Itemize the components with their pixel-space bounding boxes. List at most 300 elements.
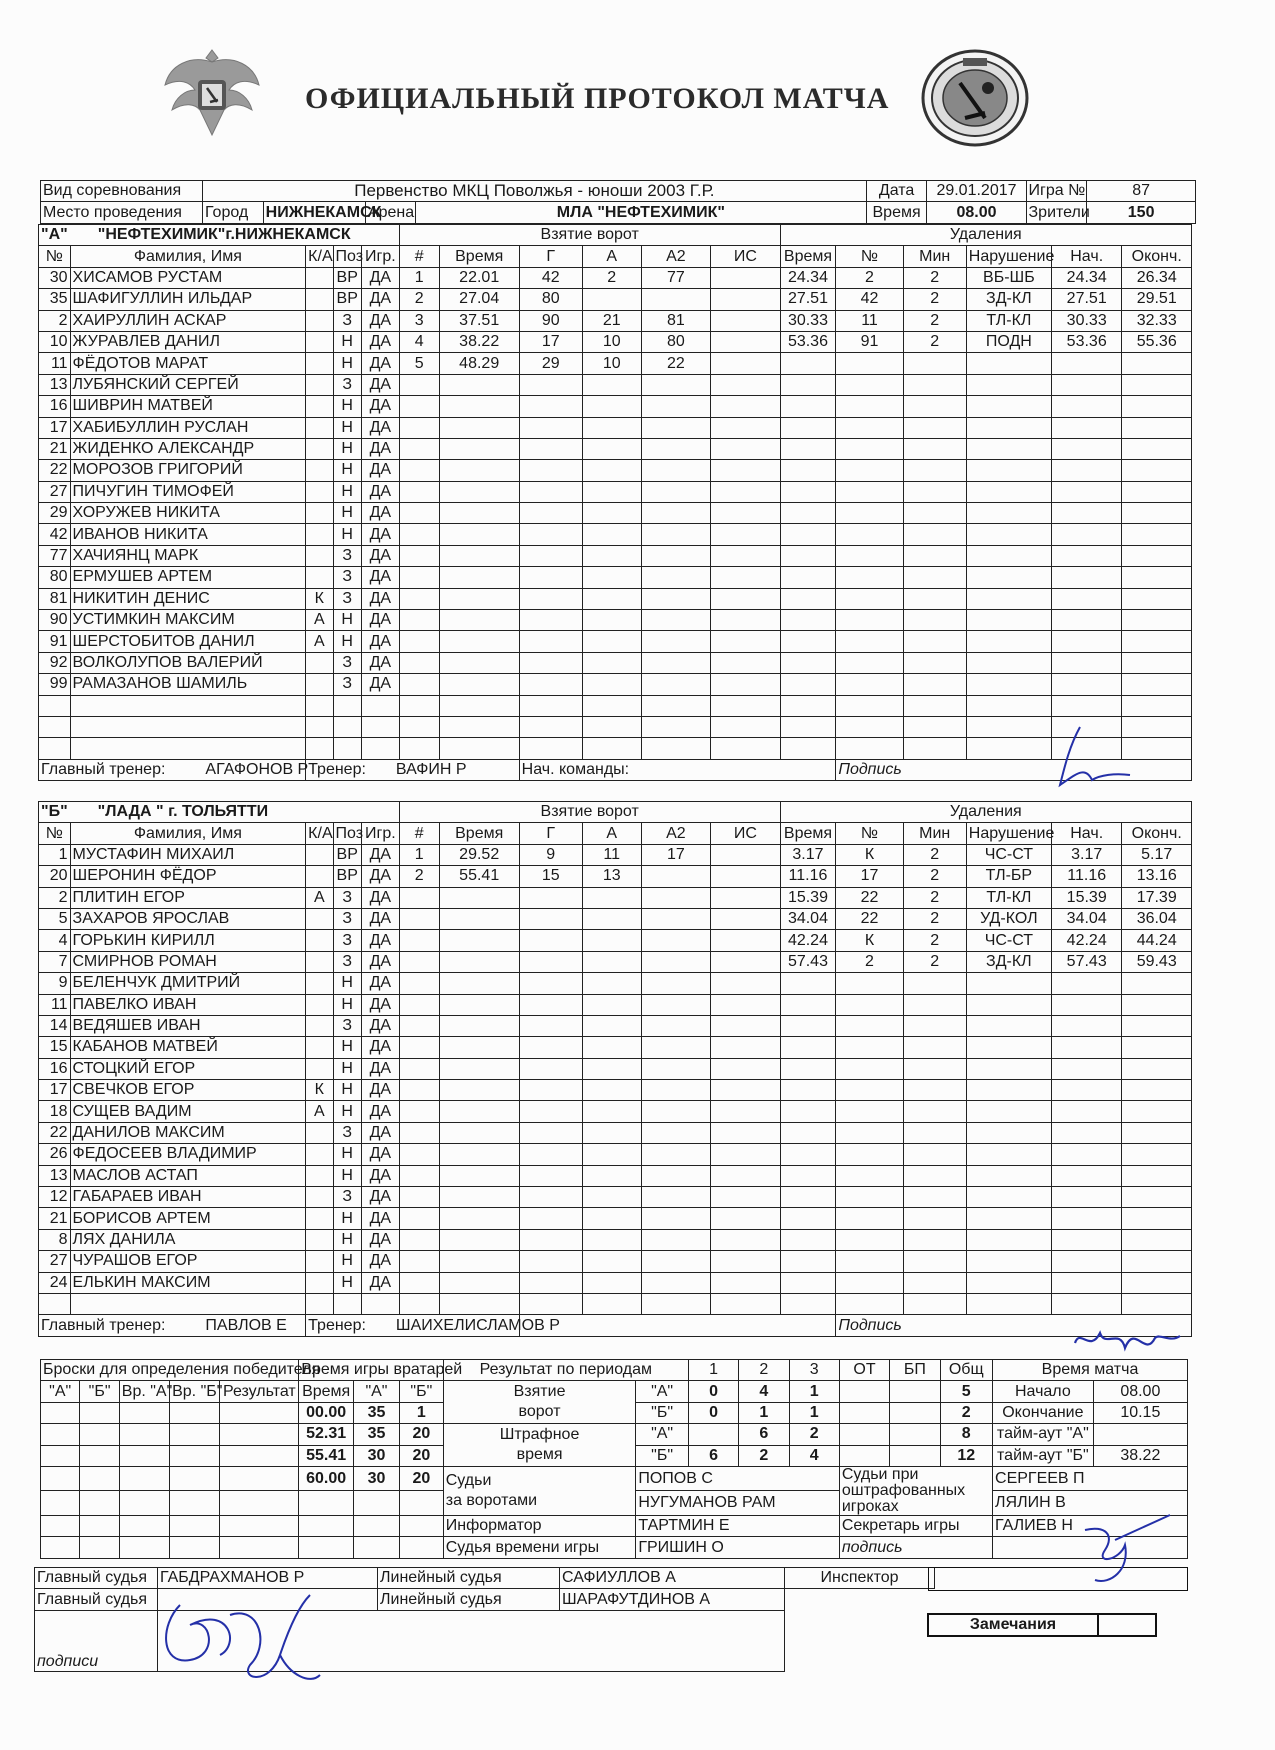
player-name: ПАВЕЛКО ИВАН: [70, 994, 306, 1015]
player-row: [39, 310, 1192, 331]
col-pen-min: Мин: [903, 823, 966, 844]
goal-is: [711, 289, 780, 310]
penalty-player: [836, 695, 903, 716]
player-name: СУЩЕВ ВАДИМ: [70, 1101, 306, 1122]
goal-assist-1: [582, 588, 641, 609]
penalty-time: [780, 353, 836, 374]
player-position: Н: [333, 524, 361, 545]
goals-label-2: ворот: [518, 1403, 561, 1421]
goal-assist-1: [582, 652, 641, 673]
player-name: НИКИТИН ДЕНИС: [70, 588, 306, 609]
player-captaincy: А: [306, 1101, 333, 1122]
goal-assist-2: 17: [641, 844, 710, 865]
penalty-start: [1051, 994, 1121, 1015]
coach-row: [306, 1315, 560, 1336]
penalty-infraction: ТЛ-БР: [966, 866, 1051, 887]
goal-scorer: 90: [519, 310, 582, 331]
player-position: [333, 738, 361, 759]
player-number: 16: [39, 396, 71, 417]
goal-assist-1: [582, 1293, 641, 1314]
player-number: 11: [39, 994, 71, 1015]
col-goal-no: #: [399, 246, 439, 267]
penalty-minutes: [903, 738, 966, 759]
linesman-label-2: Линейный судья: [378, 1589, 560, 1610]
col-goal-scorer: Г: [519, 823, 582, 844]
end-label: Окончание: [993, 1402, 1094, 1423]
player-position: Н: [333, 973, 361, 994]
referee-label-2: Главный судья: [35, 1589, 158, 1610]
player-captaincy: [306, 396, 333, 417]
goal-assist-1: [582, 1101, 641, 1122]
player-played: [361, 1293, 399, 1314]
penalty-infraction: [966, 1058, 1051, 1079]
penalty-player: [836, 524, 903, 545]
player-row: [39, 353, 1192, 374]
goal-scorer: [519, 610, 582, 631]
player-captaincy: К: [306, 588, 333, 609]
goal-assist-2: [641, 545, 710, 566]
col-goal-a1: А: [582, 246, 641, 267]
col-pen-end: Оконч.: [1122, 823, 1192, 844]
penalty-player: [836, 588, 903, 609]
goal-time: 38.22: [439, 331, 519, 352]
penalty-start: [1051, 588, 1121, 609]
period-col-ot: ОТ: [839, 1360, 889, 1381]
game-no-value: 87: [1087, 181, 1196, 202]
goal-assist-1: [582, 1187, 641, 1208]
penalty-infraction: УД-КОЛ: [966, 908, 1051, 929]
goal-is: [711, 1229, 780, 1250]
penalty-time: 3.17: [780, 844, 836, 865]
penalty-start: [1051, 1058, 1121, 1079]
goal-is: [711, 1293, 780, 1314]
penalty-end: [1122, 1122, 1192, 1143]
penalty-end: [1122, 1187, 1192, 1208]
penalty-infraction: [966, 1272, 1051, 1293]
player-name: ХИСАМОВ РУСТАМ: [70, 267, 306, 288]
goal-is: [711, 503, 780, 524]
penalty-end: [1122, 1272, 1192, 1293]
goal-time: [439, 524, 519, 545]
gk-row-3-time: 55.41: [299, 1445, 354, 1466]
player-played: ДА: [361, 1101, 399, 1122]
player-number: 35: [39, 289, 71, 310]
goal-is: [711, 994, 780, 1015]
informer-label: Информатор: [443, 1515, 636, 1536]
penalty-start: 3.17: [1051, 844, 1121, 865]
col-pen-start: Нач.: [1051, 246, 1121, 267]
penalty-minutes: 2: [903, 844, 966, 865]
player-row: [39, 716, 1192, 737]
shootout-col-time-a: Вр. "А": [119, 1381, 169, 1402]
goal-time: [439, 1293, 519, 1314]
gk-col-a: "А": [354, 1381, 400, 1402]
player-position: Н: [333, 1144, 361, 1165]
player-captaincy: [306, 1293, 333, 1314]
goals-b-ot: [839, 1402, 889, 1423]
game-no-label: Игра №: [1026, 181, 1087, 202]
goal-time: [439, 1015, 519, 1036]
goal-assist-2: [641, 1165, 710, 1186]
player-number: 27: [39, 1251, 71, 1272]
penalty-time: 53.36: [780, 331, 836, 352]
player-row: [39, 1144, 1192, 1165]
penalty-time: 15.39: [780, 887, 836, 908]
penalty-player: [836, 738, 903, 759]
player-name: ШЕРСТОБИТОВ ДАНИЛ: [70, 631, 306, 652]
penalty-time: [780, 524, 836, 545]
player-position: Н: [333, 438, 361, 459]
coach-row: [306, 759, 520, 780]
penalty-player: [836, 1272, 903, 1293]
player-position: З: [333, 1015, 361, 1036]
goal-time: [439, 1165, 519, 1186]
summary-table: [40, 1359, 1188, 1559]
goals-a-ot: [839, 1381, 889, 1402]
col-goal-no: #: [399, 823, 439, 844]
player-row: [39, 1187, 1192, 1208]
gk-row-3-a: 30: [354, 1445, 400, 1466]
penalty-minutes: [903, 1165, 966, 1186]
player-played: ДА: [361, 994, 399, 1015]
shootout-col-result: Результат: [220, 1381, 299, 1402]
penalty-end: [1122, 1165, 1192, 1186]
goal-assist-2: [641, 396, 710, 417]
player-played: ДА: [361, 588, 399, 609]
penalty-start: 34.04: [1051, 908, 1121, 929]
goal-number: [399, 1122, 439, 1143]
player-position: ВР: [333, 267, 361, 288]
goal-assist-2: [641, 1251, 710, 1272]
goal-time: [439, 438, 519, 459]
goal-scorer: [519, 1144, 582, 1165]
pim-row-a-label: "А": [636, 1424, 689, 1445]
goal-assist-2: [641, 738, 710, 759]
penalty-start: [1051, 1187, 1121, 1208]
player-played: ДА: [361, 631, 399, 652]
player-number: 2: [39, 310, 71, 331]
player-played: [361, 695, 399, 716]
goal-number: 4: [399, 331, 439, 352]
player-row: [39, 567, 1192, 588]
player-position: Н: [333, 1272, 361, 1293]
goal-is: [711, 524, 780, 545]
player-played: ДА: [361, 289, 399, 310]
pim-label-2: время: [516, 1446, 563, 1464]
goal-is: [711, 930, 780, 951]
signature-secretary-icon: [1075, 1510, 1175, 1590]
col-goal-a2: А2: [641, 246, 710, 267]
penalty-start: [1051, 1272, 1121, 1293]
penalty-time: [780, 545, 836, 566]
penalty-start: [1051, 417, 1121, 438]
penalty-player: [836, 1144, 903, 1165]
player-name: [70, 1293, 306, 1314]
player-row: [39, 908, 1192, 929]
player-captaincy: [306, 1122, 333, 1143]
goal-number: [399, 1144, 439, 1165]
player-captaincy: [306, 1229, 333, 1250]
goal-assist-1: [582, 674, 641, 695]
player-position: Н: [333, 353, 361, 374]
player-played: ДА: [361, 1165, 399, 1186]
penalty-infraction: [966, 738, 1051, 759]
player-captaincy: [306, 973, 333, 994]
player-row: [39, 460, 1192, 481]
goal-assist-1: [582, 524, 641, 545]
player-captaincy: [306, 652, 333, 673]
penalty-start: [1051, 545, 1121, 566]
penalty-player: 11: [836, 310, 903, 331]
start-value: 08.00: [1093, 1381, 1187, 1402]
goal-is: [711, 267, 780, 288]
player-row: [39, 1101, 1192, 1122]
pim-a-total: 8: [940, 1424, 993, 1445]
goal-assist-1: [582, 716, 641, 737]
player-played: ДА: [361, 866, 399, 887]
col-played: Игр.: [361, 823, 399, 844]
player-played: ДА: [361, 930, 399, 951]
player-row: [39, 738, 1192, 759]
goal-assist-1: [582, 930, 641, 951]
player-row: [39, 1229, 1192, 1250]
goals-b-total: 2: [940, 1402, 993, 1423]
penalty-minutes: [903, 674, 966, 695]
venue-label: Место проведения: [41, 202, 203, 223]
player-position: Н: [333, 396, 361, 417]
player-played: ДА: [361, 310, 399, 331]
goal-is: [711, 1208, 780, 1229]
goal-judges-label-1: Судьи: [445, 1471, 492, 1489]
player-position: Н: [333, 631, 361, 652]
goal-is: [711, 844, 780, 865]
goal-time: [439, 973, 519, 994]
goal-assist-2: 80: [641, 331, 710, 352]
periods-title: Результат по периодам: [443, 1360, 688, 1381]
goal-time: [439, 588, 519, 609]
player-played: ДА: [361, 524, 399, 545]
col-goal-is: ИС: [711, 823, 780, 844]
goal-time: [439, 930, 519, 951]
player-captaincy: [306, 1251, 333, 1272]
penalty-time: [780, 1058, 836, 1079]
goal-number: [399, 695, 439, 716]
goal-number: [399, 1187, 439, 1208]
end-value: 10.15: [1093, 1402, 1187, 1423]
penalty-time: [780, 994, 836, 1015]
col-played: Игр.: [361, 246, 399, 267]
goal-is: [711, 1122, 780, 1143]
player-captaincy: [306, 567, 333, 588]
goal-assist-1: [582, 1144, 641, 1165]
penalty-start: [1051, 1165, 1121, 1186]
goal-scorer: [519, 695, 582, 716]
player-number: 30: [39, 267, 71, 288]
player-number: 29: [39, 503, 71, 524]
goal-time: [439, 695, 519, 716]
player-played: ДА: [361, 438, 399, 459]
goal-assist-2: [641, 524, 710, 545]
goal-scorer: [519, 887, 582, 908]
player-name: БОРИСОВ АРТЕМ: [70, 1208, 306, 1229]
goals-a-bp: [890, 1381, 940, 1402]
penalty-minutes: 2: [903, 310, 966, 331]
player-played: ДА: [361, 1122, 399, 1143]
penalty-minutes: [903, 1229, 966, 1250]
penalty-minutes: [903, 396, 966, 417]
goal-time: [439, 1037, 519, 1058]
player-name: БЕЛЕНЧУК ДМИТРИЙ: [70, 973, 306, 994]
goal-number: [399, 1272, 439, 1293]
penalty-start: 24.34: [1051, 267, 1121, 288]
penalty-minutes: [903, 1144, 966, 1165]
penalty-end: 36.04: [1122, 908, 1192, 929]
goal-time: [439, 503, 519, 524]
goal-assist-2: [641, 674, 710, 695]
col-pen-time: Время: [780, 246, 836, 267]
goal-scorer: [519, 716, 582, 737]
player-name: [70, 738, 306, 759]
penalty-start: [1051, 1080, 1121, 1101]
penalty-minutes: [903, 1251, 966, 1272]
goal-scorer: [519, 652, 582, 673]
goals-b-bp: [890, 1402, 940, 1423]
penalty-start: [1051, 1208, 1121, 1229]
goal-time: [439, 417, 519, 438]
penalty-infraction: [966, 1122, 1051, 1143]
player-captaincy: [306, 951, 333, 972]
penalty-time: [780, 1208, 836, 1229]
penalty-infraction: ЧС-СТ: [966, 930, 1051, 951]
player-name: МАСЛОВ АСТАП: [70, 1165, 306, 1186]
goal-time: [439, 1187, 519, 1208]
date-label: Дата: [866, 181, 927, 202]
penalty-end: [1122, 1229, 1192, 1250]
pim-b-total: 12: [940, 1445, 993, 1466]
goal-assist-1: [582, 1165, 641, 1186]
penalty-minutes: [903, 716, 966, 737]
penalty-time: [780, 1293, 836, 1314]
goal-scorer: [519, 1122, 582, 1143]
signature-referee-icon: [150, 1585, 330, 1695]
club-emblem-icon: [920, 48, 1030, 148]
player-row: [39, 631, 1192, 652]
col-pen-infraction: Нарушение: [966, 246, 1051, 267]
player-played: ДА: [361, 374, 399, 395]
penalty-end: [1122, 1015, 1192, 1036]
penalty-infraction: [966, 545, 1051, 566]
penalty-player: 2: [836, 267, 903, 288]
player-played: ДА: [361, 610, 399, 631]
gk-row-4-time: 60.00: [299, 1466, 354, 1491]
player-position: Н: [333, 994, 361, 1015]
goal-assist-1: 10: [582, 331, 641, 352]
penalty-time: [780, 973, 836, 994]
player-captaincy: А: [306, 631, 333, 652]
player-position: З: [333, 545, 361, 566]
player-position: З: [333, 674, 361, 695]
penalty-end: [1122, 610, 1192, 631]
goal-is: [711, 417, 780, 438]
penalty-judges-label-2: оштрафованных игроках: [841, 1481, 966, 1515]
player-played: ДА: [361, 1272, 399, 1293]
goal-assist-2: [641, 1229, 710, 1250]
pim-a-p2: 6: [739, 1424, 789, 1445]
col-pen-end: Оконч.: [1122, 246, 1192, 267]
penalty-infraction: [966, 1015, 1051, 1036]
penalty-minutes: [903, 610, 966, 631]
goal-assist-1: [582, 695, 641, 716]
player-row: [39, 652, 1192, 673]
player-captaincy: [306, 545, 333, 566]
player-position: З: [333, 887, 361, 908]
start-label: Начало: [993, 1381, 1094, 1402]
penalty-judge-2: ЛЯЛИН В: [993, 1491, 1188, 1516]
goal-is: [711, 1015, 780, 1036]
penalty-end: [1122, 631, 1192, 652]
gk-row-2-b: 20: [399, 1424, 443, 1445]
col-pos: Поз: [333, 246, 361, 267]
goal-is: [711, 545, 780, 566]
player-number: 4: [39, 930, 71, 951]
goal-assist-1: [582, 610, 641, 631]
date-value: 29.01.2017: [927, 181, 1026, 202]
gk-row-3-b: 20: [399, 1445, 443, 1466]
player-row: [39, 289, 1192, 310]
player-name: ЛУБЯНСКИЙ СЕРГЕЙ: [70, 374, 306, 395]
penalty-end: [1122, 1208, 1192, 1229]
player-captaincy: [306, 1165, 333, 1186]
goal-assist-2: [641, 1122, 710, 1143]
gk-row-1-b: 1: [399, 1402, 443, 1423]
goal-scorer: [519, 908, 582, 929]
player-row: [39, 1208, 1192, 1229]
player-number: 14: [39, 1015, 71, 1036]
player-name: ШАФИГУЛЛИН ИЛЬДАР: [70, 289, 306, 310]
penalties-section-title: Удаления: [780, 802, 1191, 823]
penalty-player: [836, 417, 903, 438]
goal-is: [711, 738, 780, 759]
penalty-infraction: ЧС-СТ: [966, 844, 1051, 865]
player-row: [39, 1058, 1192, 1079]
goal-is: [711, 481, 780, 502]
penalty-time: [780, 460, 836, 481]
player-number: 99: [39, 674, 71, 695]
penalty-infraction: [966, 353, 1051, 374]
penalty-minutes: [903, 631, 966, 652]
goal-assist-2: [641, 1015, 710, 1036]
goal-assist-1: [582, 396, 641, 417]
goal-number: 3: [399, 310, 439, 331]
goal-assist-2: [641, 374, 710, 395]
col-name: Фамилия, Имя: [70, 823, 306, 844]
player-name: СТОЦКИЙ ЕГОР: [70, 1058, 306, 1079]
time-value: 08.00: [927, 202, 1026, 223]
penalty-player: [836, 610, 903, 631]
goal-is: [711, 1144, 780, 1165]
player-captaincy: [306, 1037, 333, 1058]
player-number: 77: [39, 545, 71, 566]
penalty-end: 29.51: [1122, 289, 1192, 310]
goal-time: [439, 1058, 519, 1079]
goal-assist-1: [582, 973, 641, 994]
penalty-minutes: [903, 374, 966, 395]
goal-is: [711, 674, 780, 695]
goal-number: [399, 503, 439, 524]
goal-number: [399, 1101, 439, 1122]
goal-time: 37.51: [439, 310, 519, 331]
player-position: Н: [333, 1251, 361, 1272]
